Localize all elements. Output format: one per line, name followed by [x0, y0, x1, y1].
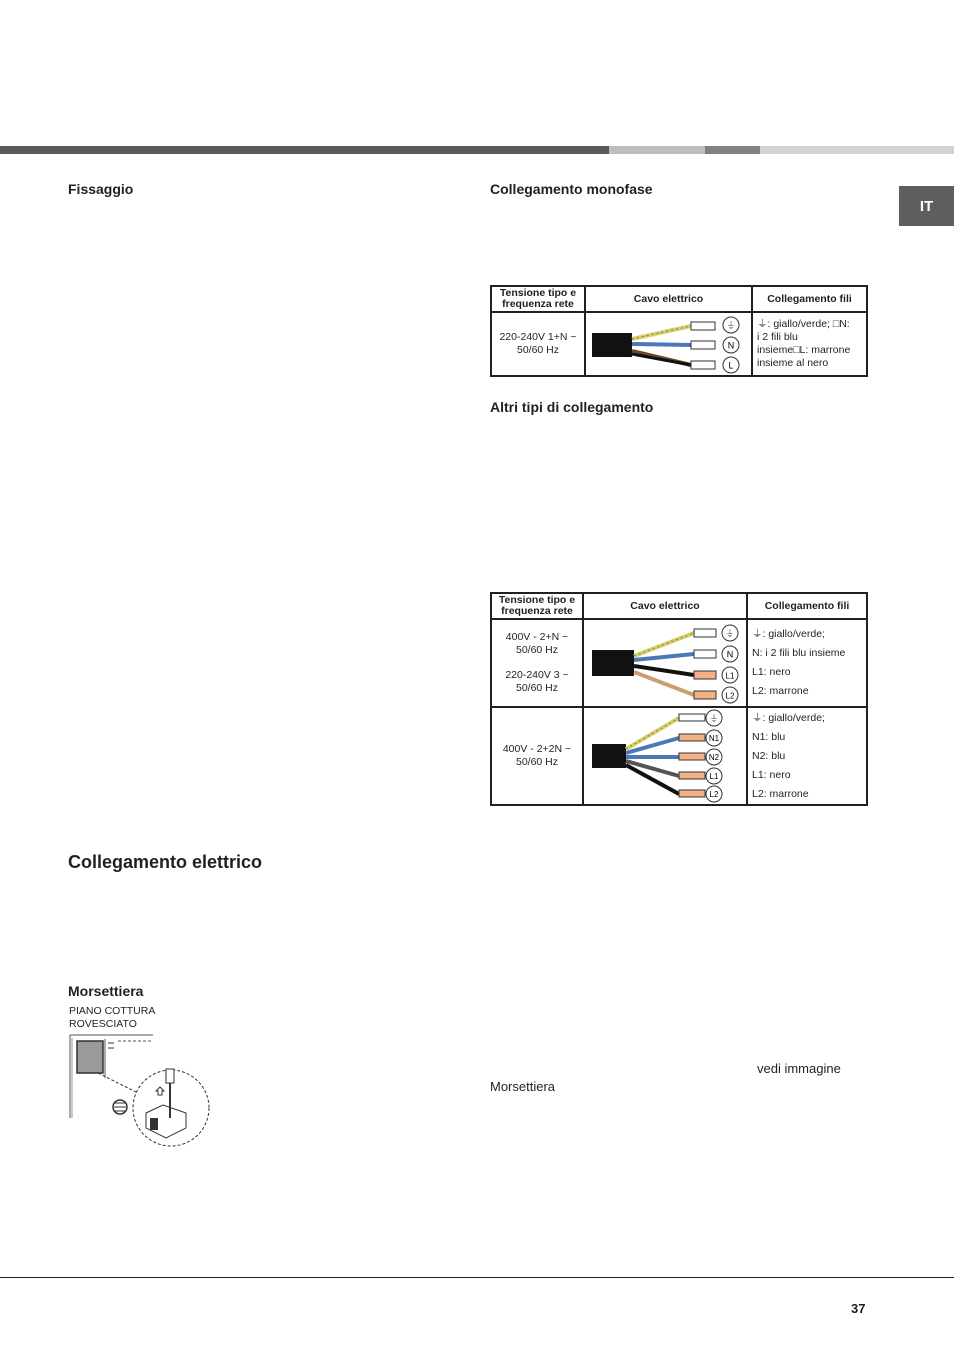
- header-bar-segment-3: [705, 146, 760, 154]
- t2-row1-terminal-l2: L2: [725, 691, 735, 701]
- t1-header-cable: Cavo elettrico: [585, 286, 752, 312]
- t2-row2-terminal-l2: L2: [709, 790, 719, 799]
- language-tab-label: IT: [919, 197, 934, 215]
- t1-voltage-line-1: 220-240V 1+N ~: [499, 331, 577, 343]
- t2-row2-desc-line-3: N2: blu: [752, 749, 786, 762]
- ref-text-vedi-immagine: vedi immagine: [757, 1061, 841, 1076]
- t1-cable-drawing: [586, 313, 751, 375]
- t1-terminal-l: L: [728, 360, 734, 371]
- t1-voltage-line-2: 50/60 Hz: [516, 344, 560, 356]
- t2-row1-terminal-l1: L1: [725, 671, 735, 681]
- figure-caption-line-2: ROVESCIATO: [69, 1018, 137, 1030]
- t2-header-voltage: Tensione tipo e frequenza rete: [491, 593, 583, 619]
- t1-desc-line-4: insieme al nero: [757, 357, 829, 369]
- t2-row1-terminal-earth: ⏚: [725, 629, 735, 640]
- t2-row1-cable-cell: [583, 619, 747, 707]
- altri-tipi-heading: Altri tipi di collegamento: [490, 399, 654, 415]
- t2-row2-desc-line-2: N1: blu: [752, 730, 786, 743]
- t2-row2-terminal-earth: ⏚: [709, 714, 719, 725]
- t2-row2-terminal-n1: N1: [708, 734, 720, 743]
- header-bar-segment-1: [0, 146, 609, 154]
- t2-row2-desc-line-4: L1: nero: [752, 768, 791, 781]
- t1-cable-cell: [585, 312, 752, 376]
- t2-row1-desc-line-1: ⏚: giallo/verde;: [752, 628, 825, 640]
- footer-divider: [0, 1277, 954, 1278]
- t2-row2-cable-cell: [583, 707, 747, 805]
- t2-row1-voltage-b-line-2: 50/60 Hz: [515, 682, 559, 694]
- collegamento-elettrico-heading: Collegamento elettrico: [68, 852, 263, 872]
- figure-caption: [69, 1005, 155, 1031]
- t1-desc-line-1: ⏚: giallo/verde; □N:: [757, 318, 850, 330]
- t2-row1-voltage-a-line-1: 400V - 2+N ~: [505, 631, 569, 643]
- page-number: 37: [851, 1301, 866, 1316]
- t2-row2-terminal-l1: L1: [709, 772, 719, 781]
- t1-desc-line-2: i 2 fili blu: [757, 331, 798, 343]
- t2-row1-voltage-cell: [491, 619, 583, 707]
- t2-row2-cable-drawing: [584, 708, 746, 804]
- t2-header-cable: Cavo elettrico: [583, 593, 747, 619]
- t2-row2-voltage-cell: [491, 707, 583, 805]
- t1-voltage-cell: [491, 312, 585, 376]
- header-bar-segment-2: [609, 146, 705, 154]
- altri-tipi-table: [490, 592, 868, 806]
- morsettiera-heading: Morsettiera: [68, 983, 144, 999]
- t1-header-voltage: Tensione tipo e frequenza rete: [491, 286, 585, 312]
- language-tab: [899, 186, 954, 226]
- t2-row1-desc-cell: [747, 619, 867, 707]
- header-bar-segment-4: [760, 146, 954, 154]
- t2-row2-terminal-n2: N2: [708, 753, 720, 762]
- t2-row1-desc-line-3: L1: nero: [752, 666, 791, 678]
- terminal-block-illustration: [68, 1033, 213, 1148]
- ref-text-morsettiera: Morsettiera: [490, 1079, 556, 1094]
- t1-terminal-n: N: [727, 340, 735, 351]
- t2-row1-voltage-a-line-2: 50/60 Hz: [515, 644, 559, 656]
- t1-terminal-earth: ⏚: [726, 321, 736, 332]
- t2-row2-voltage-line-2: 50/60 Hz: [515, 756, 559, 768]
- t2-row1-desc-line-4: L2: marrone: [752, 685, 809, 697]
- t2-row1-voltage-b-line-1: 220-240V 3 ~: [505, 669, 569, 681]
- t2-header-wires: Collegamento fili: [747, 593, 867, 619]
- t1-desc-line-3: insieme□L: marrone: [757, 344, 851, 356]
- monofase-heading: Collegamento monofase: [490, 181, 653, 197]
- monofase-table: [490, 285, 868, 377]
- t2-row2-desc-line-1: ⏚: giallo/verde;: [752, 711, 825, 724]
- t2-row1-terminal-n: N: [726, 649, 734, 660]
- t1-header-wires: Collegamento fili: [752, 286, 867, 312]
- t2-row1-desc-line-2: N: i 2 fili blu insieme: [752, 647, 846, 659]
- t1-desc-cell: [752, 312, 867, 376]
- t2-row1-cable-drawing: [584, 620, 746, 706]
- figure-caption-line-1: PIANO COTTURA: [69, 1005, 156, 1017]
- t2-row2-desc-line-5: L2: marrone: [752, 787, 809, 800]
- fissaggio-heading: Fissaggio: [68, 181, 134, 197]
- t2-row2-voltage-line-1: 400V - 2+2N ~: [502, 743, 572, 755]
- t2-row2-desc-cell: [747, 707, 867, 805]
